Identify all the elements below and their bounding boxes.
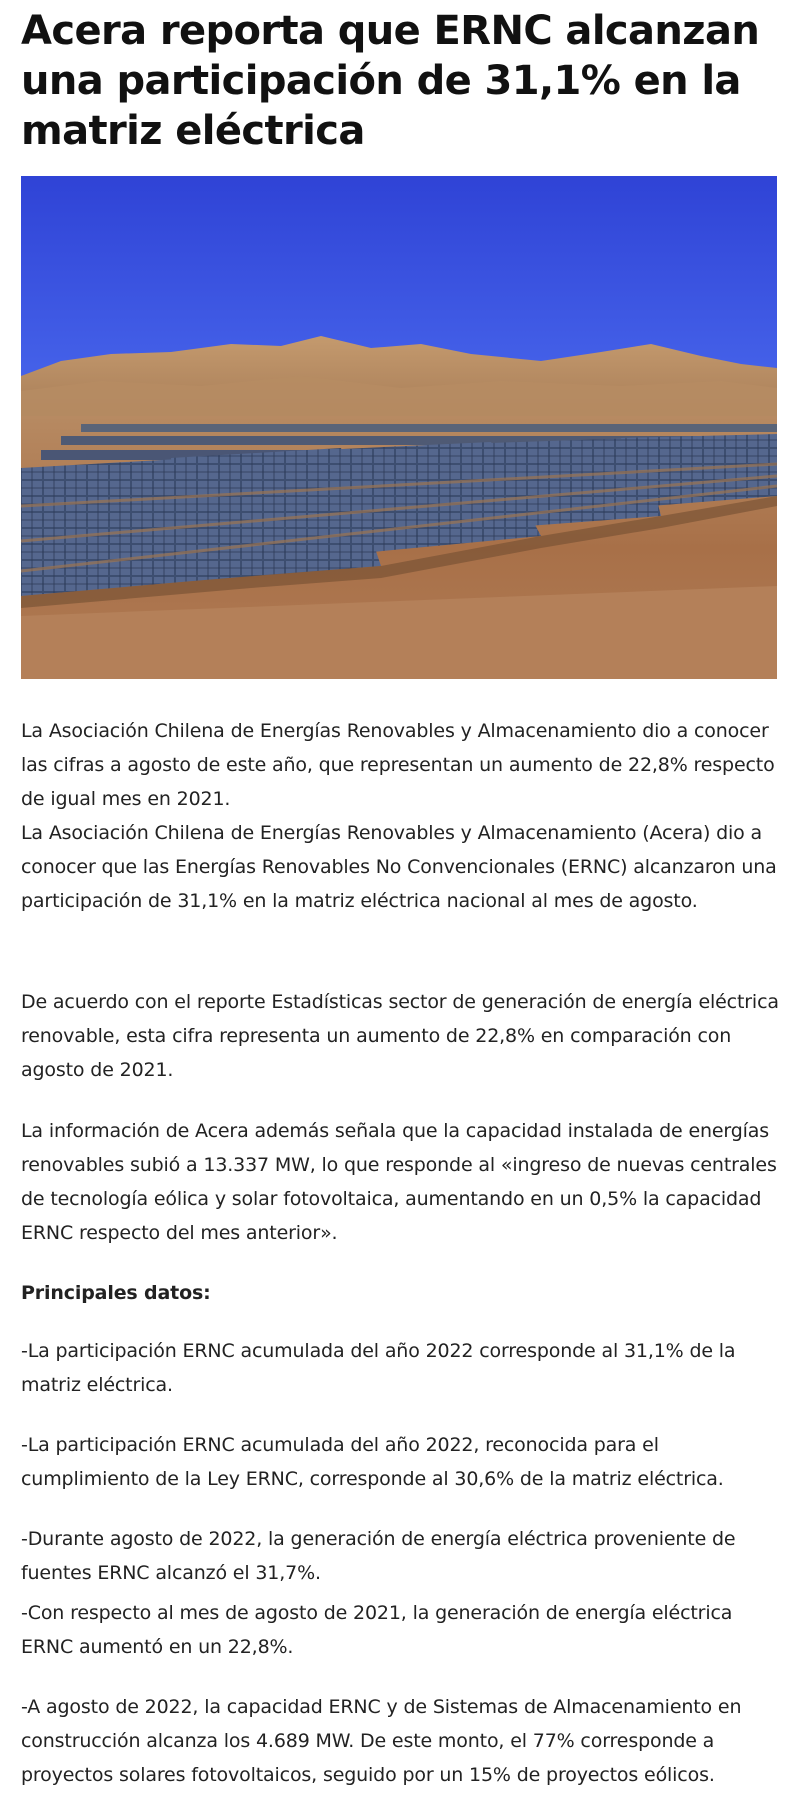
section-heading <box>21 1276 781 1310</box>
data-point: -Con respecto al mes de agosto de 2021, la generación de energía eléctrica ERNC aumentó en un 22,8%. <box>21 1602 733 1658</box>
body-paragraph: La Asociación Chilena de Energías Renovables y Almacenamiento (Acera) dio a conocer que las Energías Renovables No Convencionales (ERNC) alcanzaron una participación de 31,1% en la matriz eléctrica nacional al mes de agosto. <box>21 822 777 912</box>
data-point: -A agosto de 2022, la capacidad ERNC y de Sistemas de Almacenamiento en construcción alcanza los 4.689 MW. De este monto, el 77% corresponde a proyectos solares fotovoltaicos, seguido por un 15% de proyectos eólicos. <box>21 1696 742 1786</box>
solar-farm-illustration <box>21 176 777 679</box>
body-paragraph: La información de Acera además señala que la capacidad instalada de energías renovables subió a 13.337 MW, lo que responde al «ingreso de nuevas centrales de tecnología eólica y solar fotovoltaica, aumentando en un 0,5% la capacidad ERNC respecto del mes anterior». <box>21 1120 777 1244</box>
data-point: -La participación ERNC acumulada del año 2022 corresponde al 31,1% de la matriz eléctrica. <box>21 1340 736 1396</box>
section-heading-text: Principales datos: <box>21 1282 211 1304</box>
data-point: -La participación ERNC acumulada del año 2022, reconocida para el cumplimiento de la Ley ERNC, corresponde al 30,6% de la matriz eléctrica. <box>21 1434 724 1490</box>
lead-paragraph: La Asociación Chilena de Energías Renovables y Almacenamiento dio a conocer las cifras a agosto de este año, que representan un aumento de 22,8% respecto de igual mes en 2021. <box>21 720 775 810</box>
body-paragraph: De acuerdo con el reporte Estadísticas sector de generación de energía eléctrica renovable, esta cifra representa un aumento de 22,8% en comparación con agosto de 2021. <box>21 991 779 1081</box>
hero-image <box>21 176 777 679</box>
article-title: Acera reporta que ERNC alcanzan una participación de 31,1% en la matriz eléctrica <box>21 8 760 154</box>
data-point: -Durante agosto de 2022, la generación de energía eléctrica proveniente de fuentes ERNC alcanzó el 31,7%. <box>21 1528 736 1584</box>
